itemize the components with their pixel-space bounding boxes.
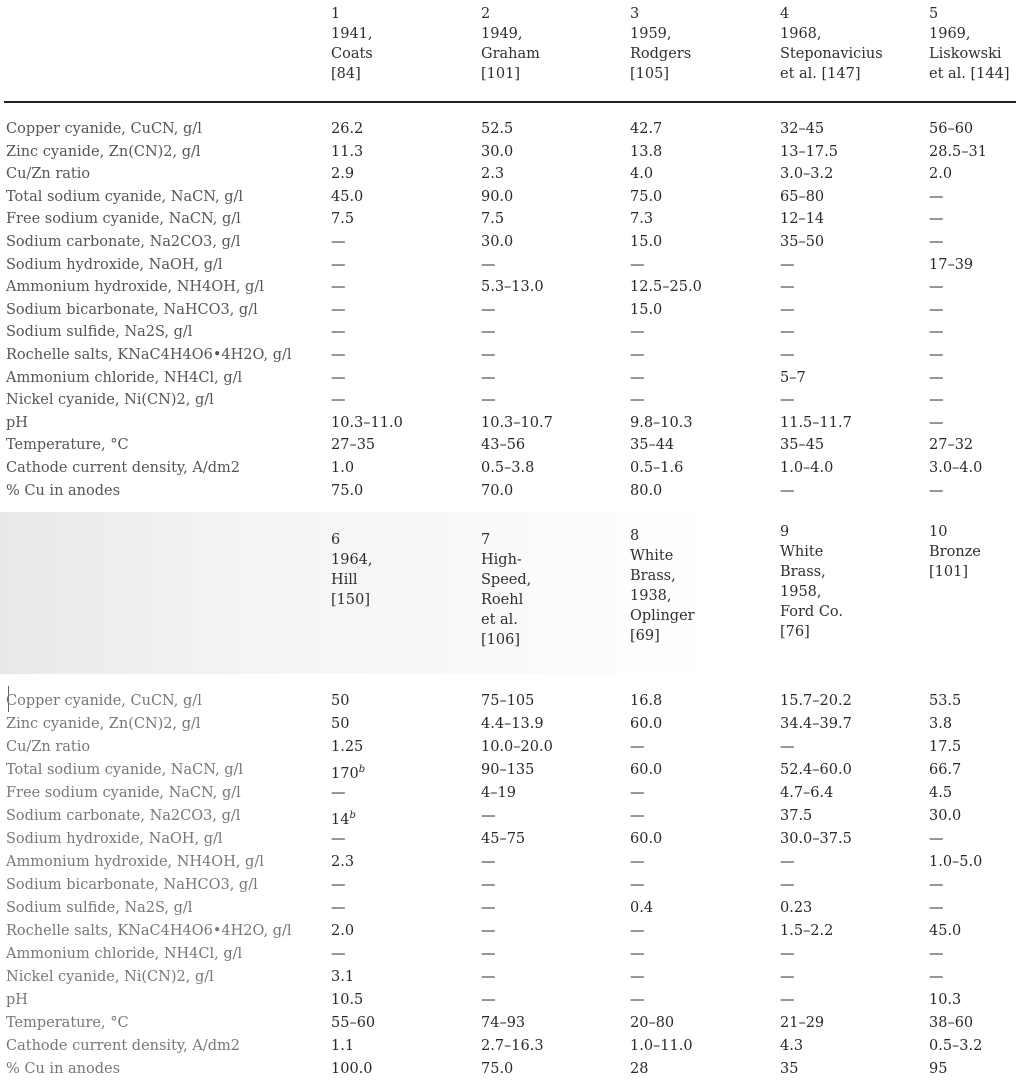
row-label: Cathode current density, A/dm2 [6,460,240,476]
table-cell: — [331,946,346,962]
table-cell: 27–35 [331,437,376,454]
table-cell: 2.9 [331,166,355,183]
table-cell: — [780,969,795,985]
table-cell: 11.3 [331,143,364,160]
row-label: Nickel cyanide, Ni(CN)2, g/l [6,392,214,409]
table-cell: — [630,369,645,386]
row-label: Zinc cyanide, Zn(CN)2, g/l [6,716,201,732]
table-cell: — [929,482,944,499]
row-label: Ammonium hydroxide, NH4OH, g/l [6,854,264,870]
bottom-table-row [0,1012,1018,1034]
top-table-row [0,434,1018,456]
row-label: Sodium bicarbonate, NaHCO3, g/l [6,877,258,893]
table-cell: — [481,923,496,939]
table-cell: 5.3–13.0 [481,279,544,296]
table-cell: 1.25 [331,739,364,755]
table-cell: — [630,808,645,824]
table-cell: 14$^b$ [331,810,356,828]
table-cell: 74–93 [481,1015,526,1031]
row-label: Rochelle salts, KNaC4H4O6•4H2O, g/l [6,347,292,363]
table-cell: 66.7 [929,762,962,778]
table-cell: — [780,992,795,1008]
table-cell: — [780,739,795,755]
bottom-table-row [0,966,1018,988]
top-table-row [0,118,1018,140]
table-cell: 75–105 [481,693,535,709]
table-cell: 12.5–25.0 [630,279,702,296]
table-cell: 90–135 [481,762,535,778]
table-cell: 35 [780,1061,799,1077]
table-cell: 26.2 [331,121,364,137]
row-label: Copper cyanide, CuCN, g/l [6,693,202,709]
column-header-8: 8 White Brass, 1938, Oplinger [69] [630,528,695,644]
table-cell: — [331,324,346,341]
table-cell: — [630,923,645,939]
table-cell: — [331,831,346,847]
column-header-10: 10 Bronze [101] [929,524,981,580]
table-cell: — [929,188,944,205]
table-cell: 1.0–4.0 [780,460,834,476]
table-cell: 21–29 [780,1015,825,1031]
row-label: Cu/Zn ratio [6,166,91,183]
bottom-table-row [0,782,1018,804]
row-label: Free sodium cyanide, NaCN, g/l [6,785,241,801]
table-cell: — [481,256,496,273]
table-cell: 28 [630,1061,649,1077]
table-cell: 0.23 [780,900,813,916]
table-cell: 13–17.5 [780,143,838,160]
table-cell: 30.0–37.5 [780,831,852,847]
top-table-row [0,254,1018,276]
row-label: % Cu in anodes [6,482,121,499]
row-label: Temperature, °C [6,1015,129,1031]
table-cell: — [481,992,496,1008]
row-label: Ammonium hydroxide, NH4OH, g/l [6,279,264,296]
table-cell: 15.7–20.2 [780,693,852,709]
table-cell: 30.0 [481,234,514,250]
table-cell: — [929,900,944,916]
row-label: Total sodium cyanide, NaCN, g/l [6,762,244,778]
table-cell: — [481,854,496,870]
table-cell: — [929,969,944,985]
bottom-table-row [0,759,1018,781]
column-header-9: 9 White Brass, 1958, Ford Co. [76] [780,524,843,640]
table-cell: 45.0 [331,188,364,205]
table-cell: 0.5–3.2 [929,1038,983,1054]
table-cell: 38–60 [929,1015,974,1031]
column-header-7: 7 High- Speed, Roehl et al. [106] [481,532,532,648]
table-cell: — [929,414,944,431]
table-cell: — [780,347,795,363]
table-cell: — [331,301,346,318]
bottom-table-row [0,828,1018,850]
table-cell: 32–45 [780,121,825,137]
table-cell: — [630,877,645,893]
table-cell: 50 [331,716,350,732]
bottom-table-row [0,989,1018,1011]
column-header-1: 1 1941, Coats [84] [331,6,373,82]
table-cell: — [481,301,496,318]
table-cell: 10.3 [929,992,962,1008]
bottom-table-row [0,897,1018,919]
bottom-table-row [0,713,1018,735]
table-cell: — [780,256,795,273]
column-header-6: 6 1964, Hill [150] [331,532,373,608]
table-cell: 15.0 [630,301,663,318]
row-label: Sodium sulfide, Na2S, g/l [6,324,193,341]
table-cell: 12–14 [780,211,825,228]
table-cell: — [929,234,944,250]
table-cell: — [481,369,496,386]
top-table-row [0,412,1018,434]
row-label: Total sodium cyanide, NaCN, g/l [6,188,244,205]
footnote-marker: b [358,764,366,775]
row-label: pH [6,992,28,1008]
table-cell: — [481,877,496,893]
top-table-row [0,344,1018,366]
top-table-row [0,163,1018,185]
table-cell: 100.0 [331,1061,373,1077]
top-table-row [0,186,1018,208]
bottom-table-row [0,943,1018,965]
table-cell: 60.0 [630,831,663,847]
row-label: Nickel cyanide, Ni(CN)2, g/l [6,969,214,985]
table-cell: 3.0–4.0 [929,460,983,476]
row-label: Free sodium cyanide, NaCN, g/l [6,211,241,228]
table-cell: 2.7–16.3 [481,1038,544,1054]
table-cell: 10.5 [331,992,364,1008]
table-cell: 27–32 [929,437,974,454]
column-header-2: 2 1949, Graham [101] [481,6,540,82]
table-cell: — [929,369,944,386]
table-cell: 37.5 [780,808,813,824]
table-cell: — [331,256,346,273]
table-cell: 3.1 [331,969,355,985]
row-label: Sodium sulfide, Na2S, g/l [6,900,193,916]
table-cell: — [481,900,496,916]
table-cell: 3.0–3.2 [780,166,834,183]
table-cell: 10.3–11.0 [331,414,403,431]
table-cell: 1.0–5.0 [929,854,983,870]
table-cell: 13.8 [630,143,663,160]
table-cell: — [780,301,795,318]
bottom-table-row [0,805,1018,827]
row-label: Zinc cyanide, Zn(CN)2, g/l [6,143,201,160]
row-label: Copper cyanide, CuCN, g/l [6,121,202,137]
bottom-table-row [0,736,1018,758]
row-label: Cu/Zn ratio [6,739,91,755]
top-table-row [0,457,1018,479]
table-cell: 56–60 [929,121,974,137]
table-cell: 65–80 [780,188,825,205]
row-label: Cathode current density, A/dm2 [6,1038,240,1054]
row-label: Ammonium chloride, NH4Cl, g/l [6,946,243,962]
top-table-row [0,231,1018,253]
table-cell: — [929,831,944,847]
table-cell: 10.3–10.7 [481,414,553,431]
table-cell: 50 [331,693,350,709]
bottom-table-row [0,690,1018,712]
bottom-table-row [0,1035,1018,1057]
table-cell: 10.0–20.0 [481,739,553,755]
table-cell: 45.0 [929,923,962,939]
table-cell: 30.0 [929,808,962,824]
table-cell: — [331,392,346,409]
table-cell: 2.0 [929,166,953,183]
table-cell: — [481,347,496,363]
table-cell: — [780,392,795,409]
table-cell: 35–44 [630,437,675,454]
table-cell: 7.5 [331,211,355,228]
table-cell: — [929,347,944,363]
table-cell: — [630,739,645,755]
table-cell: — [630,256,645,273]
table-cell: 17–39 [929,256,974,273]
row-label: Ammonium chloride, NH4Cl, g/l [6,369,243,386]
table-cell: 17.5 [929,739,962,755]
table-cell: 52.5 [481,121,514,137]
table-cell: — [331,279,346,296]
table-cell: — [780,946,795,962]
table-cell: — [630,969,645,985]
table-cell: 75.0 [481,1061,514,1077]
table-cell: — [481,808,496,824]
table-cell: — [481,946,496,962]
table-cell: 43–56 [481,437,526,454]
table-cell: — [331,785,346,801]
bottom-table-row [0,851,1018,873]
bottom-table-row [0,920,1018,942]
table-cell: 7.5 [481,211,505,228]
table-cell: 1.0 [331,460,355,476]
table-cell: 16.8 [630,693,663,709]
table-cell: — [929,877,944,893]
table-cell: 4.7–6.4 [780,785,834,801]
table-cell: — [331,900,346,916]
top-table-row [0,321,1018,343]
table-cell: 2.3 [481,166,505,183]
top-table-row [0,480,1018,502]
table-cell: 4.4–13.9 [481,716,544,732]
top-table-row [0,389,1018,411]
row-label: Rochelle salts, KNaC4H4O6•4H2O, g/l [6,923,292,939]
table-cell: 45–75 [481,831,526,847]
table-cell: — [929,946,944,962]
table-cell: — [481,969,496,985]
column-header-5: 5 1969, Liskowski et al. [144] [929,6,1010,82]
table-cell: 80.0 [630,482,663,499]
table-cell: — [929,279,944,296]
table-cell: — [780,482,795,499]
table-cell: 9.8–10.3 [630,414,693,431]
table-cell: — [630,347,645,363]
table-cell: 2.3 [331,854,355,870]
table-cell: 20–80 [630,1015,675,1031]
table-cell: — [929,301,944,318]
column-header-4: 4 1968, Steponavicius et al. [147] [780,6,883,82]
table-cell: 5–7 [780,369,806,386]
table-cell: 42.7 [630,121,663,137]
table-cell: — [929,392,944,409]
row-label: % Cu in anodes [6,1061,121,1077]
bottom-table-row [0,874,1018,896]
top-table-row [0,208,1018,230]
table-cell: 170$^b$ [331,764,366,782]
table-cell: 35–45 [780,437,825,454]
table-cell: — [630,946,645,962]
table-cell: 60.0 [630,716,663,732]
table-cell: — [780,324,795,341]
table-cell: — [929,211,944,228]
row-label: Temperature, °C [6,437,129,454]
table-cell: 1.5–2.2 [780,923,834,939]
table-cell: 0.4 [630,900,654,916]
table-cell: 0.5–3.8 [481,460,535,476]
table-cell: 11.5–11.7 [780,414,852,431]
bottom-table-row [0,1058,1018,1080]
top-table-row [0,141,1018,163]
table-cell: 1.1 [331,1038,355,1054]
table-cell: 30.0 [481,143,514,160]
top-table-row [0,367,1018,389]
table-cell: — [331,347,346,363]
row-label: Sodium hydroxide, NaOH, g/l [6,831,223,847]
table-cell: — [630,785,645,801]
table-cell: — [331,369,346,386]
table-cell: 60.0 [630,762,663,778]
table-cell: — [331,877,346,893]
table-cell: 75.0 [331,482,364,499]
table-cell: 4.3 [780,1038,804,1054]
table-cell: 4.5 [929,785,953,801]
table-cell: 55–60 [331,1015,376,1031]
row-label: Sodium carbonate, Na2CO3, g/l [6,234,241,250]
table-cell: — [481,392,496,409]
table-cell: 0.5–1.6 [630,460,684,476]
table-cell: 28.5–31 [929,143,987,160]
table-cell: 95 [929,1061,948,1077]
top-table-row [0,276,1018,298]
row-label: Sodium bicarbonate, NaHCO3, g/l [6,301,258,318]
table-cell: 15.0 [630,234,663,250]
table-cell: 3.8 [929,716,953,732]
table-cell: 4.0 [630,166,654,183]
table-cell: — [481,324,496,341]
footnote-marker: b [349,810,356,821]
header-rule [4,101,1016,103]
table-cell: 75.0 [630,188,663,205]
table-cell: — [929,324,944,341]
table-cell: 35–50 [780,234,825,250]
table-cell: 7.3 [630,211,654,228]
row-label: Sodium carbonate, Na2CO3, g/l [6,808,241,824]
table-cell: 52.4–60.0 [780,762,852,778]
column-header-3: 3 1959, Rodgers [105] [630,6,692,82]
table-cell: 2.0 [331,923,355,939]
table-cell: 53.5 [929,693,962,709]
table-cell: 70.0 [481,482,514,499]
table-cell: — [331,234,346,250]
table-cell: — [630,392,645,409]
row-label: Sodium hydroxide, NaOH, g/l [6,256,223,273]
table-cell: — [630,992,645,1008]
table-cell: — [630,324,645,341]
top-table-row [0,299,1018,321]
table-cell: 90.0 [481,188,514,205]
table-cell: 34.4–39.7 [780,716,852,732]
table-cell: — [780,279,795,296]
table-cell: — [780,854,795,870]
table-cell: — [780,877,795,893]
table-cell: 1.0–11.0 [630,1038,693,1054]
table-cell: 4–19 [481,785,516,801]
table-cell: — [630,854,645,870]
row-label: pH [6,414,28,431]
